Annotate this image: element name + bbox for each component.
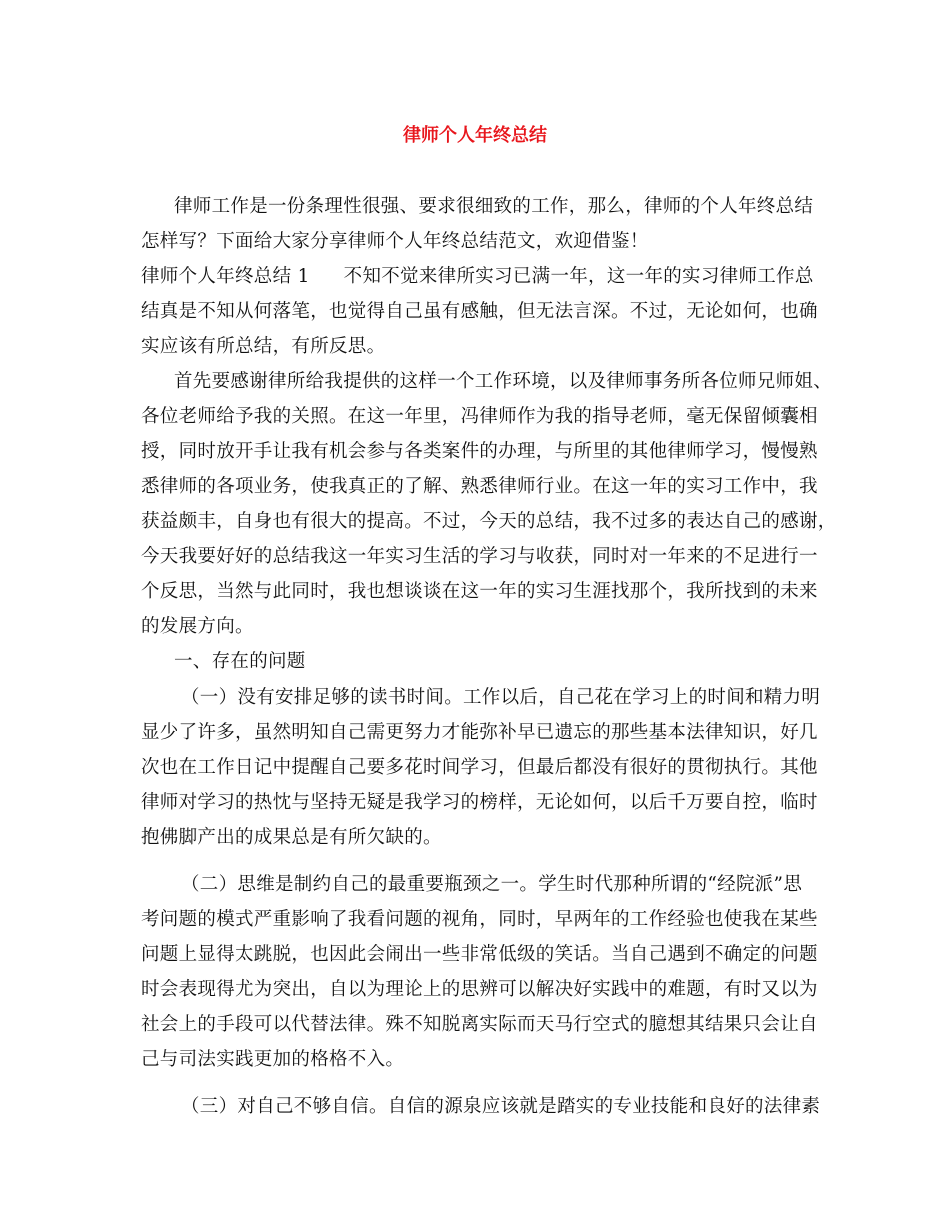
paragraph-line: 己与司法实践更加的格格不入。 — [141, 1049, 405, 1070]
paragraph-line: （二）思维是制约自己的最重要瓶颈之一。学生时代那种所谓的“经院派”思 — [181, 874, 803, 895]
paragraph-line: 律师工作是一份条理性很强、要求很细致的工作，那么，律师的个人年终总结 — [174, 196, 814, 217]
paragraph-line: 怎样写？下面给大家分享律师个人年终总结范文，欢迎借鉴！ — [141, 231, 649, 252]
paragraph-line: 考问题的模式严重影响了我看问题的视角，同时，早两年的工作经验也使我在某些 — [141, 909, 818, 930]
paragraph-line: （三）对自己不够自信。自信的源泉应该就是踏实的专业技能和良好的法律素 — [181, 1096, 821, 1117]
paragraph-line — [141, 263, 821, 291]
paragraph-line: 社会上的手段可以代替法律。殊不知脱离实际而天马行空式的臆想其结果只会让自 — [141, 1014, 818, 1035]
paragraph-line: 获益颇丰，自身也有很大的提高。不过，今天的总结，我不过多的表达自己的感谢， — [141, 511, 837, 532]
paragraph-line: 时会表现得尤为突出，自以为理论上的思辨可以解决好实践中的难题，有时又以为 — [141, 979, 818, 1000]
paragraph-line: 首先要感谢律所给我提供的这样一个工作环境，以及律师事务所各位师兄师姐、 — [174, 371, 833, 392]
paragraph-line: 结真是不知从何落笔，也觉得自己虽有感触，但无法言深。不过，无论如何，也确 — [141, 301, 818, 322]
paragraph-line: 今天我要好好的总结我这一年实习生活的学习与收获，同时对一年来的不足进行一 — [141, 546, 818, 567]
paragraph-line: 各位老师给予我的关照。在这一年里，冯律师作为我的指导老师，毫无保留倾囊相 — [141, 406, 818, 427]
document-title: 律师个人年终总结 — [403, 125, 547, 146]
paragraph-line: 显少了许多，虽然明知自己需更努力才能弥补早已遗忘的那些基本法律知识，好几 — [141, 722, 818, 743]
paragraph-line: 问题上显得太跳脱，也因此会闹出一些非常低级的笑话。当自己遇到不确定的问题 — [141, 944, 818, 965]
paragraph-line: 授，同时放开手让我有机会参与各类案件的办理，与所里的其他律师学习，慢慢熟 — [141, 441, 818, 462]
paragraph-line: 律师对学习的热忱与坚持无疑是我学习的榜样，无论如何，以后千万要自控，临时 — [141, 792, 818, 813]
paragraph-text: 不知不觉来律所实习已满一年，这一年的实习律师工作总 — [343, 266, 814, 287]
paragraph-line: 个反思，当然与此同时，我也想谈谈在这一年的实习生涯找那个，我所找到的未来 — [141, 581, 818, 602]
paragraph-line: （一）没有安排足够的读书时间。工作以后，自己花在学习上的时间和精力明 — [181, 687, 821, 708]
paragraph-line: 悉律师的各项业务，使我真正的了解、熟悉律师行业。在这一年的实习工作中，我 — [141, 476, 818, 497]
section-heading: 一、存在的问题 — [174, 651, 306, 672]
paragraph-line: 的发展方向。 — [141, 616, 254, 637]
section-heading: 律师个人年终总结 1 — [141, 266, 310, 287]
paragraph-line: 次也在工作日记中提醒自己要多花时间学习，但最后都没有很好的贯彻执行。其他 — [141, 757, 818, 778]
paragraph-line: 实应该有所总结，有所反思。 — [141, 336, 386, 357]
paragraph-line: 抱佛脚产出的成果总是有所欠缺的。 — [141, 827, 442, 848]
